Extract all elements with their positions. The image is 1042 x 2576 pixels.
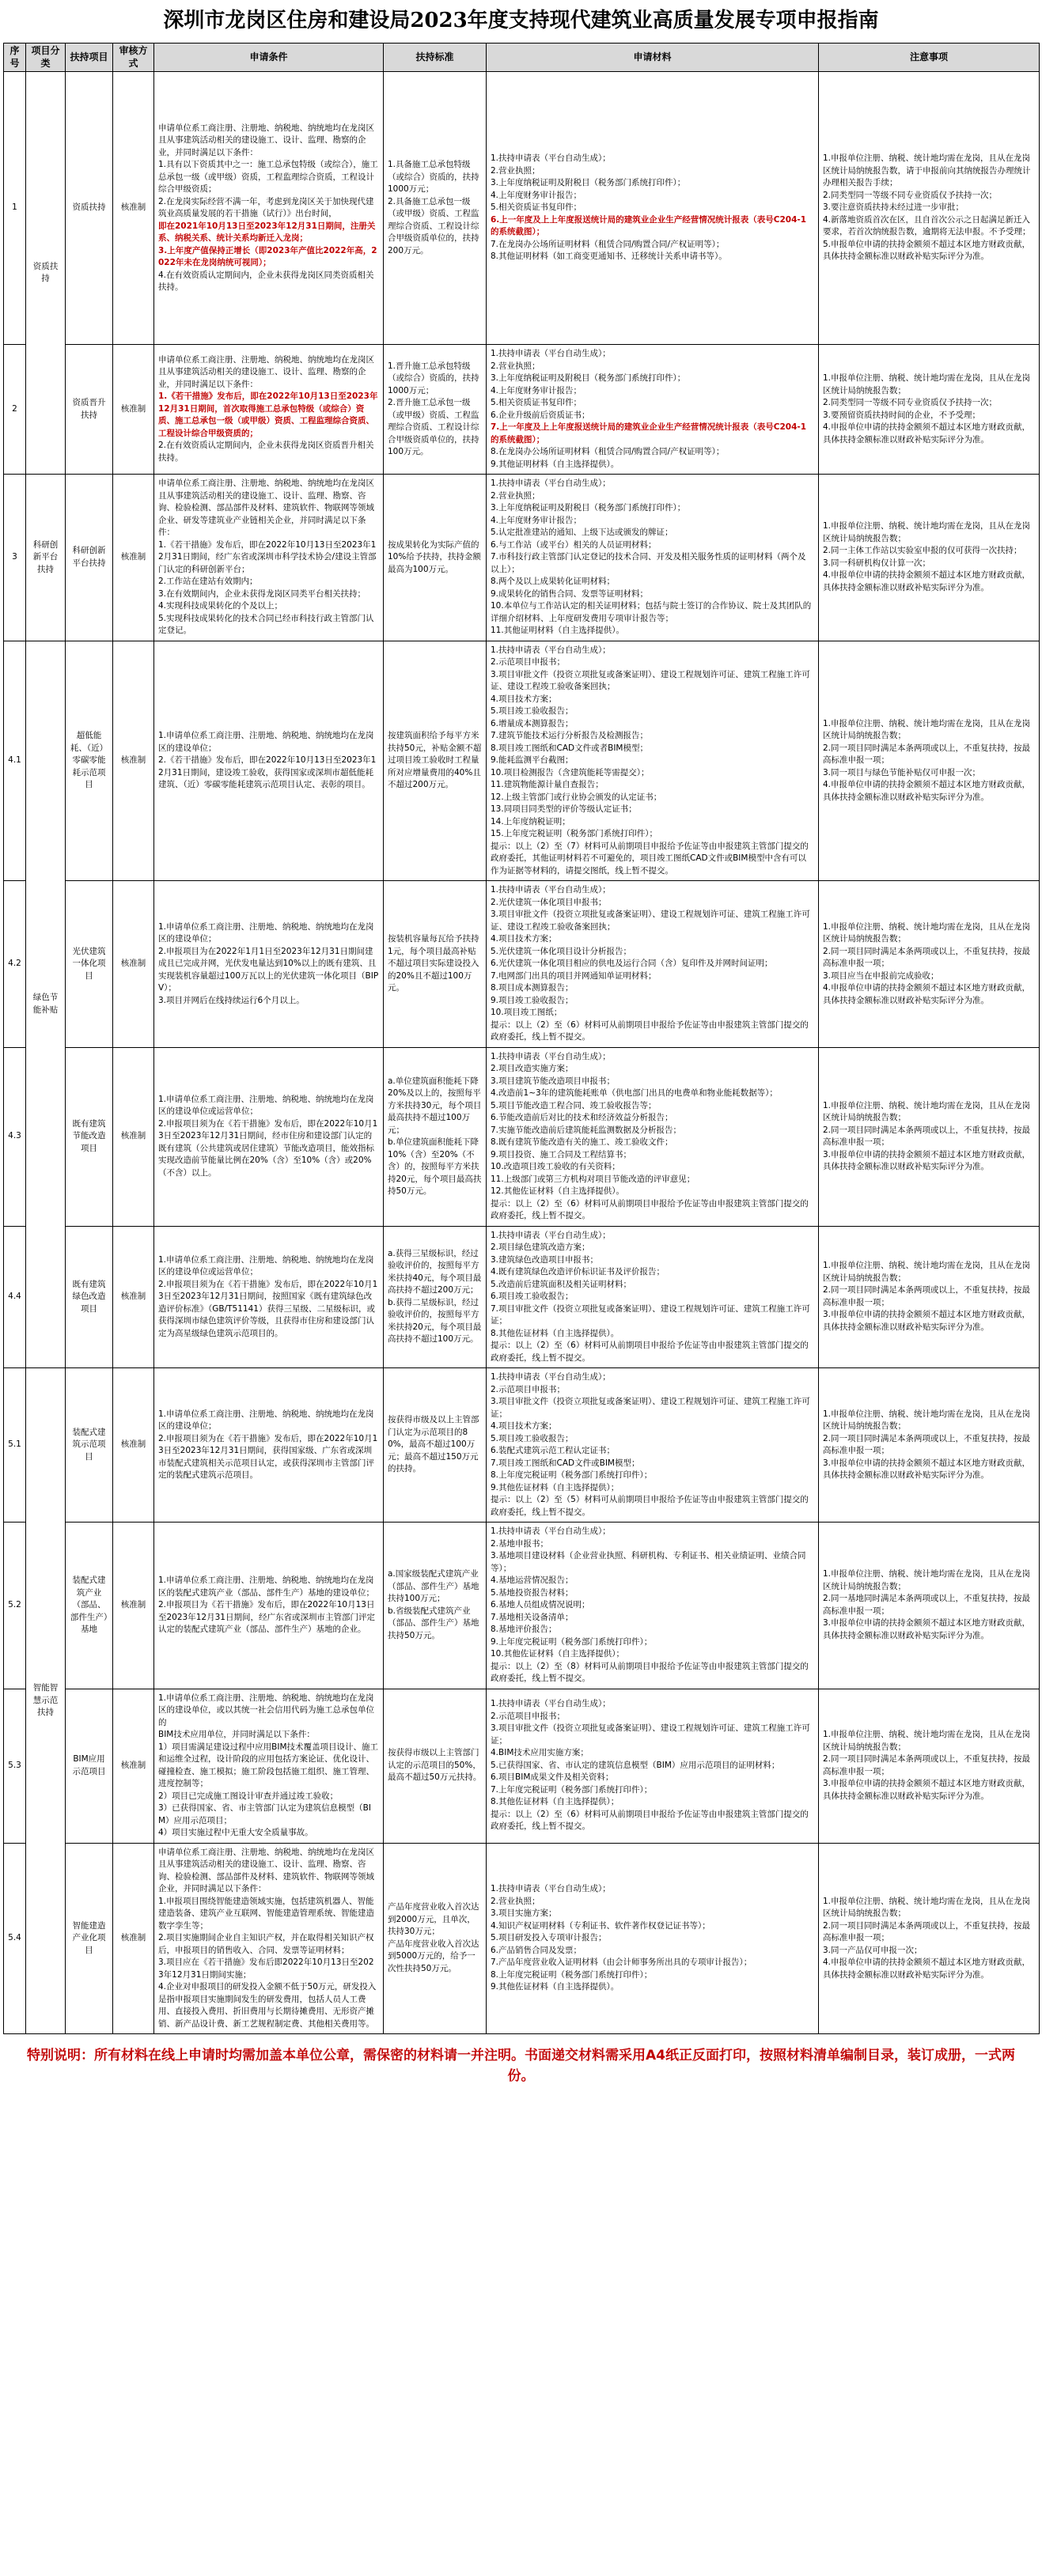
list-item: 3.申报单位申请的扶持金额须不超过本区地方财政贡献，具体扶持金额标准以财政补贴实际评分为准。 xyxy=(823,1618,1031,1640)
review-method: 核准制 xyxy=(113,881,154,1048)
guide-table xyxy=(3,43,1040,2034)
list-item: 4.企业对申报项目的研发投入金额不低于50万元，研发投入是指申报项目实施期间发生的研发费用，包括人员人工费用、直接投入费用、折旧费用与长期待摊费用、无形资产摊销、新产品设计费、新工艺规程制定费、其他相关费用等。 xyxy=(158,1982,377,2029)
materials-cell xyxy=(487,1843,819,2034)
list-item: 4.新落地资质首次在区，且自首次公示之日起满足新迁入要求，若首次纳统报告数，逾期将无法申报。不予受理； xyxy=(823,214,1031,237)
row-number: 4.3 xyxy=(4,1047,26,1226)
list-item: 3.要预留资质扶持时间的企业，不予受理； xyxy=(823,410,981,420)
list-item: 申请单位系工商注册、注册地、纳税地、纳统地均在龙岗区且从事建筑活动相关的建设施工、设计、监理、勘察的企业，并同时满足以下条件： xyxy=(158,123,374,157)
list-item: 2.同一项目同时满足本条两项或以上，不重复扶持，按最高标准申报一项； xyxy=(823,743,1031,765)
list-item: 2.申报项目须为在《若干措施》发布后，即在2022年10月13日至2023年12月31日期间，获得国家级、广东省或深圳市装配式建筑相关示范项目认定，或获得深圳市主管部门评定的装配式建筑示范项目。 xyxy=(158,1433,378,1480)
list-item: 5.项目竣工验收报告； xyxy=(491,706,574,716)
conditions-cell xyxy=(154,1689,384,1843)
list-item: 1.申请单位系工商注册、注册地、纳税地、纳统地均在龙岗区的建设单位或运营单位； xyxy=(158,1254,374,1277)
list-item: 3.同一科研机构仅计算一次； xyxy=(823,558,931,568)
list-item: 1.《若干措施》发布后，即在2022年10月13日至2023年12月31日期间，经广东省或深圳市科学技术协会/建设主管部门认定的科研创新平台； xyxy=(158,539,377,574)
list-item: 10.项目检测报告（含建筑能耗等需提交）； xyxy=(491,767,650,777)
list-item: 11.其他证明材料（自主选择提供）。 xyxy=(491,626,624,635)
conditions-cell xyxy=(154,1843,384,2034)
list-item: 8.在龙岗办公场所证明材料（租赁合同/购置合同/产权证明等）； xyxy=(491,447,725,456)
list-item: 3.上年度纳税证明及附税目（税务部门系统打印件）； xyxy=(491,503,686,513)
list-item: 7.市科技行政主管部门认定登记的技术合同、开发及相关服务性质的证明材料（两个及以上）； xyxy=(491,552,806,574)
list-item: 3.项目实施方案； xyxy=(491,1908,557,1918)
list-item: 2.同类型同一等级不同专业资质仅予扶持一次； xyxy=(823,398,998,407)
row-number: 5.2 xyxy=(4,1523,26,1689)
list-item: 提示：以上（2）至（7）材料可从前期项目申报给予佐证等由申报建筑主管部门提交的政府委托，其他证明材料若不可避免的，项目竣工图纸CAD文件或BIM模型中含有可以作为证据等材料的，请提交图纸，线上暂不提交。 xyxy=(491,841,809,876)
list-item: 5.已获得国家、省、市认定的建筑信息模型（BIM）应用示范项目的证明材料； xyxy=(491,1760,780,1770)
list-item: 2.基地申报书； xyxy=(491,1538,549,1549)
list-item: 7.项目审批文件（投资立项批复或备案证明）、建设工程规划许可证、建筑工程施工许可证； xyxy=(491,1303,810,1326)
list-item: 1.申报单位注册、纳税、统计地均需在龙岗，且从在龙岗区统计局纳统报告数； xyxy=(823,921,1031,944)
standard-cell: a.国家级装配式建筑产业（部品、部件生产）基地扶持100万元； b.省级装配式建筑产业（部品、部件生产）基地扶持50万元。 xyxy=(384,1523,487,1689)
list-item: 即在2021年10月13日至2023年12月31日期间，注册关系、纳税关系、统计关系均新迁入龙岗； xyxy=(158,221,376,243)
list-item: 6.装配式建筑示范工程认定证书； xyxy=(491,1446,616,1455)
conditions-cell xyxy=(154,72,384,345)
list-item: 2.同类型同一等级不同专业资质仅予扶持一次； xyxy=(823,190,998,200)
list-item: 申请单位系工商注册、注册地、纳税地、纳统地均在龙岗区且从事建筑活动相关的建设施工、设计、监理、勘察的企业，并同时满足以下条件： xyxy=(158,354,374,389)
notes-cell xyxy=(819,1523,1040,1689)
list-item: BIM技术应用单位，并同时满足以下条件： xyxy=(158,1730,315,1739)
standard-cell: 按装机容量每瓦给予扶持1元，每个项目最高补贴不超过项目实际建设投入的20%且不超过100万元。 xyxy=(384,881,487,1048)
list-item: 8.其他佐证材料（自主选择提供）。 xyxy=(491,1328,620,1338)
list-item: 9.能耗监测平台截图； xyxy=(491,755,574,765)
list-item: 1.扶持申请表（平台自动生成）； xyxy=(491,1051,611,1061)
list-item: 2.同一项目同时满足本条两项或以上，不重复扶持，按最高标准申报一项； xyxy=(823,946,1031,968)
list-item: 6.产品销售合同及发票； xyxy=(491,1945,582,1955)
conditions-cell xyxy=(154,475,384,641)
list-item: 4.既有建筑绿色改造评价标识证书及评价报告； xyxy=(491,1267,665,1277)
support-item: 装配式建筑示范项目 xyxy=(66,1368,113,1523)
list-item: 提示：以上（2）至（6）材料可从前期项目申报给予佐证等由申报建筑主管部门提交的政府委托，线上暂不提交。 xyxy=(491,1198,809,1220)
list-item: 4.申报单位申请的扶持金额须不超过本区地方财政贡献，具体扶持金额标准以财政补贴实际评分为准。 xyxy=(823,422,1031,444)
header-notes: 注意事项 xyxy=(819,44,1040,72)
standard-cell: a.单位建筑面积能耗下降20%及以上的，按照每平方米扶持30元，每个项目最高扶持不超过100万元； b.单位建筑面积能耗下降10%（含）至20%（不含）的，按照每平方米扶持20元，每个项目最高扶持50万元。 xyxy=(384,1047,487,1226)
list-item: 1.申报单位注册、纳税、统计地均需在龙岗，且从在龙岗区统计局纳统报告数； xyxy=(823,521,1031,543)
list-item: 1.申请单位系工商注册、注册地、纳税地、纳统地均在龙岗区的建设单位； xyxy=(158,921,374,944)
list-item: 3.同一产品仅可申报一次； xyxy=(823,1945,923,1955)
list-item: 4.上年度财务审计报告； xyxy=(491,190,582,200)
list-item: 9.上年度完税证明（税务部门系统打印件）； xyxy=(491,1636,653,1647)
materials-cell xyxy=(487,1689,819,1843)
list-item: 5.认定批准建站的通知、上级下达或颁发的牌证； xyxy=(491,528,673,537)
list-item: 3.上年度产值保持正增长（即2023年产值比2022年高，2022年未在龙岗纳统可视同）； xyxy=(158,245,377,267)
row-number: 4.2 xyxy=(4,881,26,1048)
list-item: 5.项目研发投入专项审计报告； xyxy=(491,1933,607,1942)
materials-cell xyxy=(487,1523,819,1689)
list-item: 1.申请单位系工商注册、注册地、纳税地、纳统地均在龙岗区的建设单位，或以其统一社会信用代码为施工总承包单位的 xyxy=(158,1693,374,1727)
list-item: 11.上级部门或第三方机构对项目节能改造的评审意见； xyxy=(491,1174,695,1184)
list-item: 15.上年度完税证明（税务部门系统打印件）； xyxy=(491,829,657,838)
support-item: 装配式建筑产业（部品、部件生产）基地 xyxy=(66,1523,113,1689)
list-item: 1.申报单位注册、纳税、统计地均需在龙岗，且从在龙岗区统计局纳统报告数； xyxy=(823,1569,1031,1591)
standard-cell: 按成果转化为实际产值的10%给予扶持，扶持金额最高为100万元。 xyxy=(384,475,487,641)
list-item: 6.上一年度及上上年度报送统计局的建筑业企业生产经营情况统计报表（表号C204-1的系统截图）； xyxy=(491,214,807,237)
list-item: 8.其他佐证材料（自主选择提供）； xyxy=(491,1797,620,1807)
list-item: 8.上年度完税证明（税务部门系统打印件）； xyxy=(491,1470,653,1480)
row-number: 4.4 xyxy=(4,1226,26,1368)
list-item: 6.项目BIM成果文件及相关资料； xyxy=(491,1772,614,1783)
support-item: 光伏建筑一体化项目 xyxy=(66,881,113,1048)
list-item: 1.申报项目围绕智能建造领域实施，包括建筑机器人、智能建造装备、建筑产业互联网、智能建造管理系统、智能建造数字孪生等； xyxy=(158,1896,374,1931)
list-item: 4.实现科技成果转化的个及以上； xyxy=(158,601,283,611)
materials-cell xyxy=(487,881,819,1048)
list-item: 7.项目竣工图纸和CAD文件或BIM模型； xyxy=(491,1458,640,1468)
list-item: 9.其他佐证材料（自主选择提供）； xyxy=(491,1482,620,1492)
list-item: 9.项目竣工验收报告； xyxy=(491,995,574,1005)
list-item: 2）项目已完成施工图设计审查并通过竣工验收； xyxy=(158,1791,339,1801)
list-item: 4）项目实施过程中无重大安全质量事故。 xyxy=(158,1828,313,1837)
list-item: 9.其他佐证材料（自主选择提供）。 xyxy=(491,1982,620,1992)
table-row xyxy=(4,1843,1040,2034)
materials-cell xyxy=(487,475,819,641)
list-item: 4.申报单位申请的扶持金额须不超过本区地方财政贡献，具体扶持金额标准以财政补贴实际评分为准。 xyxy=(823,780,1031,802)
row-number: 5.4 xyxy=(4,1843,26,2034)
list-item: 3.申报单位申请的扶持金额须不超过本区地方财政贡献，具体扶持金额标准以财政补贴实际评分为准。 xyxy=(823,1310,1031,1332)
list-item: 8.两个及以上成果转化证明材料； xyxy=(491,577,616,586)
list-item: 6.节能改造前后对比的技术和经济效益分析报告； xyxy=(491,1113,673,1122)
list-item: 1.扶持申请表（平台自动生成）； xyxy=(491,1884,611,1893)
list-item: 8.既有建筑节能改造有关的施工、竣工验收文件； xyxy=(491,1137,673,1147)
list-item: 6.光伏建筑一体化项目相应的供电及运行合同（含）复印件及并网时间证明； xyxy=(491,959,773,968)
list-item: 11.建筑物能源计量自查报告； xyxy=(491,780,604,789)
list-item: 1.扶持申请表（平台自动生成）； xyxy=(491,1230,611,1240)
project-category: 资质扶持 xyxy=(26,72,66,475)
conditions-cell xyxy=(154,641,384,881)
list-item: 6.基地人员组成情况说明； xyxy=(491,1600,590,1610)
list-item: 2.营业执照； xyxy=(491,361,540,371)
list-item: 2.营业执照； xyxy=(491,490,540,501)
list-item: 5.实现科技成果转化的技术合同已经市科技行政主管部门认定登记。 xyxy=(158,613,374,635)
list-item: 13.同项目同类型的评价等级认定证书； xyxy=(491,804,637,814)
list-item: 2.项目绿色建筑改造方案； xyxy=(491,1243,590,1252)
list-item: 7.基地相关设备清单； xyxy=(491,1612,574,1622)
list-item: 3.同一项目与绿色节能补贴仅可申报一次； xyxy=(823,767,981,777)
list-item: 4.申报单位申请的扶持金额须不超过本区地方财政贡献，具体扶持金额标准以财政补贴实际评分为准。 xyxy=(823,570,1031,592)
list-item: 2.工作站在建站有效期内； xyxy=(158,577,258,586)
list-item: 7.上年度完税证明（税务部门系统打印件）； xyxy=(491,1784,653,1795)
list-item: 2.申报项目须为在《若干措施》发布后，即在2022年10月13日至2023年12月31日期间，按照国家《既有建筑绿色改造评价标准》（GB/T51141）获得三星级、二星级标识，或获得深圳市绿色建筑评价等级，且获得市住房和建设部门认定为高星级绿色建筑示范项目的。 xyxy=(158,1279,378,1338)
list-item: 2.在有效资质认定期间内，企业未获得龙岗区资质晋升相关扶持。 xyxy=(158,441,374,463)
list-item: 2.《若干措施》发布后，即在2022年10月13日至2023年12月31日期间，建设竣工验收，获得国家或深圳市超低能耗建筑、（近）零碳零能耗建筑示范项目认定、表彰的项目。 xyxy=(158,755,377,789)
list-item: 5.光伏建筑一体化项目设计分析报告； xyxy=(491,946,632,956)
support-item: 既有建筑节能改造项目 xyxy=(66,1047,113,1226)
notes-cell xyxy=(819,475,1040,641)
list-item: 2.同一主体工作站以实验室申报的仅可获得一次扶持； xyxy=(823,546,1022,556)
list-item: 8.基地评价报告； xyxy=(491,1625,557,1634)
list-item: 4.申报单位申请的扶持金额须不超过本区地方财政贡献，具体扶持金额标准以财政补贴实际评分为准。 xyxy=(823,983,1031,1005)
list-item: 6.项目竣工验收报告； xyxy=(491,1292,574,1301)
list-item: 7.产品年度营业收入证明材料（由会计师事务所出具的专项审计报告）； xyxy=(491,1958,752,1967)
notes-cell xyxy=(819,345,1040,475)
list-item: 2.示范项目申报书； xyxy=(491,1711,566,1721)
list-item: 9.成果转化的销售合同、发票等证明材料； xyxy=(491,588,649,599)
list-item: 4.基地运营情况报告； xyxy=(491,1575,574,1585)
list-item: 4.项目技术方案； xyxy=(491,1421,557,1431)
list-item: 1.扶持申请表（平台自动生成）； xyxy=(491,479,611,488)
materials-cell xyxy=(487,72,819,345)
table-row xyxy=(4,881,1040,1048)
list-item: 5.项目竣工验收报告； xyxy=(491,1433,574,1443)
list-item: 4.BIM技术应用实施方案； xyxy=(491,1748,589,1758)
list-item: 3.建筑绿色改造项目申报书； xyxy=(491,1254,599,1265)
notes-cell xyxy=(819,1047,1040,1226)
review-method: 核准制 xyxy=(113,1047,154,1226)
list-item: 3.项目应在《若干措施》发布后即2022年10月13日至2023年12月31日期间实施； xyxy=(158,1958,374,1980)
row-number: 1 xyxy=(4,72,26,345)
list-item: 2.在龙岗实际经营不满一年，考虑到龙岗区关于加快现代建筑业高质量发展的若干措施（试行）》出台时间， xyxy=(158,196,374,218)
standard-cell: 按获得市级以上主管部门认定的示范项目的50%，最高不超过50万元扶持。 xyxy=(384,1689,487,1843)
conditions-cell xyxy=(154,1368,384,1523)
project-category: 绿色节能补贴 xyxy=(26,641,66,1368)
support-item: 科研创新平台扶持 xyxy=(66,475,113,641)
list-item: 3.项目审批文件（投资立项批复或备案证明）、建设工程规划许可证、建筑工程施工许可证、建设工程竣工验收备案回执； xyxy=(491,910,810,932)
list-item: 3.要注意资质扶持未经过进一步审批； xyxy=(823,202,964,213)
list-item: 1.申报单位注册、纳税、统计地均需在龙岗，且从在龙岗区统计局纳统报告数； xyxy=(823,718,1031,740)
list-item: 7.上一年度及上上年度报送统计局的建筑业企业生产经营情况统计报表（表号C204-1的系统截图）； xyxy=(491,422,807,444)
review-method: 核准制 xyxy=(113,72,154,345)
list-item: 1.申报单位注册、纳税、统计地均需在龙岗，且从在龙岗区统计局纳统报告数； xyxy=(823,1100,1031,1122)
list-item: 8.其他证明材料（如工商变更通知书、迁移统计关系申请书等）。 xyxy=(491,252,727,262)
list-item: 9.项目投资、施工合同及工程结算书； xyxy=(491,1149,632,1159)
row-number: 3 xyxy=(4,475,26,641)
list-item: 4.上年度财务审计报告； xyxy=(491,515,582,525)
support-item: 资质扶持 xyxy=(66,72,113,345)
review-method: 核准制 xyxy=(113,1843,154,2034)
list-item: 1.申报单位注册、纳税、统计地均需在龙岗，且从在龙岗区统计局纳统报告数； xyxy=(823,1261,1031,1283)
list-item: 2.同一基地同时满足本条两项或以上，不重复扶持，按最高标准申报一项； xyxy=(823,1594,1031,1616)
special-note: 特别说明：所有材料在线上申请时均需加盖本单位公章，需保密的材料请一并注明。书面递交材料需采用A4纸正反面打印，按照材料清单编制目录，装订成册，一式两份。 xyxy=(27,2048,1015,2084)
header-category: 项目分类 xyxy=(26,44,66,72)
conditions-cell xyxy=(154,1226,384,1368)
list-item: 2.光伏建筑一体化项目申报书； xyxy=(491,897,607,907)
list-item: 2.申报项目须为在《若干措施》发布后，即在2022年10月13日至2023年12月31日期间，经市住房和建设部门认定的既有建筑（公共建筑或居住建筑）节能改造项目，能效指标实现改造前节能量比例在20%（含）至10%（含）或20%（不含）以上。 xyxy=(158,1118,378,1178)
list-item: 8.项目竣工图纸和CAD文件或者BIM模型； xyxy=(491,743,648,753)
list-item: 7.电网部门出具的项目并网通知单证明材料； xyxy=(491,970,657,981)
list-item: 5.申报单位申请的扶持金额须不超过本区地方财政贡献，具体扶持金额标准以财政补贴实际评分为准。 xyxy=(823,239,1031,262)
support-item: BIM应用示范项目 xyxy=(66,1689,113,1843)
list-item: 5.相关资质证书复印件； xyxy=(491,202,582,213)
list-item: 申请单位系工商注册、注册地、纳税地、纳统地均在龙岗区且从事建筑活动相关的建设施工、设计、监理、勘察、咨询、检验检测、部品部件及材料、建筑软件、物联网等领域企业、研发等建筑业产业链相关企业，并同时满足以下条件： xyxy=(158,479,374,537)
standard-cell: 1.具备施工总承包特级（或综合）资质的，扶持1000万元； 2.具备施工总承包一级（或甲级）资质、工程监理综合资质、工程设计综合甲级资质单位的，扶持200万元。 xyxy=(384,72,487,345)
row-number: 5.3 xyxy=(4,1689,26,1843)
list-item: 1.申请单位系工商注册、注册地、纳税地、纳统地均在龙岗区的建设单位； xyxy=(158,731,374,753)
list-item: 1.申请单位系工商注册、注册地、纳税地、纳统地均在龙岗区的建设单位； xyxy=(158,1409,374,1431)
header-review: 审核方式 xyxy=(113,44,154,72)
list-item: 1.扶持申请表（平台自动生成）； xyxy=(491,1699,611,1709)
list-item: 12.上级主管部门或行业协会颁发的认定证书； xyxy=(491,792,662,802)
list-item: 1.申报单位注册、纳税、统计地均需在龙岗，且从在龙岗区统计局纳统报告数； xyxy=(823,1896,1031,1918)
table-row xyxy=(4,1368,1040,1523)
list-item: 8.项目成本测算报告； xyxy=(491,983,574,993)
conditions-cell xyxy=(154,345,384,475)
page-title: 深圳市龙岗区住房和建设局2023年度支持现代建筑业高质量发展专项申报指南 xyxy=(163,9,879,32)
row-number: 4.1 xyxy=(4,641,26,881)
standard-cell: 按获得市级及以上主管部门认定为示范项目的80%，最高不超过100万元；最高不超过150万元的扶持。 xyxy=(384,1368,487,1523)
list-item: 2.营业执照； xyxy=(491,165,540,176)
materials-cell xyxy=(487,1226,819,1368)
list-item: 1.扶持申请表（平台自动生成）； xyxy=(491,645,611,655)
table-row xyxy=(4,1226,1040,1368)
review-method: 核准制 xyxy=(113,641,154,881)
list-item: 1）项目需满足建设过程中应用BIM技术覆盖项目设计、施工和运维全过程，设计阶段的应用包括方案论证、优化设计、碰撞检查、施工模拟；施工阶段包括施工组织、施工管理、进度控制等； xyxy=(158,1742,379,1788)
list-item: 提示：以上（2）至（6）材料可从前期项目申报给予佐证等由申报建筑主管部门提交的政府委托，线上暂不提交。 xyxy=(491,1809,809,1832)
list-item: 2.申报项目为《若干措施》发布后，即在2022年10月13日至2023年12月31日期间，经广东省或深圳市主管部门评定认定的装配式建筑产业（部品、部件生产）基地的企业。 xyxy=(158,1600,375,1634)
standard-cell: 1.晋升施工总承包特级（或综合）资质的，扶持1000万元； 2.晋升施工总承包一级（或甲级）资质、工程监理综合资质、工程设计综合甲级资质单位的，扶持100万元。 xyxy=(384,345,487,475)
table-row xyxy=(4,345,1040,475)
list-item: 3.项目审批文件（投资立项批复或备案证明）、建设工程规划许可证、建筑工程施工许可证、建设工程竣工验收备案回执； xyxy=(491,669,810,691)
list-item: 1.申报单位注册、纳税、统计地均需在龙岗，且从在龙岗区统计局纳统报告数； xyxy=(823,1409,1031,1431)
list-item: 4.项目技术方案； xyxy=(491,934,557,944)
list-item: 10.本单位与工作站认定的相关证明材料；包括与院士签订的合作协议、院士及其团队的详细介绍材料、上年度研发费用专项审计报告等； xyxy=(491,601,812,623)
list-item: 3.申报单位申请的扶持金额须不超过本区地方财政贡献，具体扶持金额标准以财政补贴实际评分为准。 xyxy=(823,1779,1031,1801)
list-item: 12.其他佐证材料（自主选择提供）。 xyxy=(491,1186,624,1196)
notes-cell xyxy=(819,881,1040,1048)
review-method: 核准制 xyxy=(113,345,154,475)
list-item: 1.扶持申请表（平台自动生成）； xyxy=(491,349,611,358)
list-item: 1.扶持申请表（平台自动生成）； xyxy=(491,885,611,895)
list-item: 4.项目技术方案； xyxy=(491,694,557,704)
list-item: 1.申报单位注册、纳税、统计地均需在龙岗，且从在龙岗区统计局纳统报告数； xyxy=(823,1730,1031,1752)
notes-cell xyxy=(819,641,1040,881)
list-item: 3.申报单位申请的扶持金额须不超过本区地方财政贡献，具体扶持金额标准以财政补贴实际评分为准。 xyxy=(823,1149,1031,1171)
project-category: 科研创新平台扶持 xyxy=(26,475,66,641)
list-item: 申请单位系工商注册、注册地、纳税地、纳统地均在龙岗区且从事建筑活动相关的建设施工、设计、监理、勘察、咨询、检验检测、部品部件及材料、建筑软件、物联网等领域企业，并同时满足以下条件： xyxy=(158,1847,374,1893)
list-item: 3.上年度纳税证明及附税目（税务部门系统打印件）； xyxy=(491,178,686,188)
materials-cell xyxy=(487,1368,819,1523)
list-item: 6.增量成本测算报告； xyxy=(491,718,574,728)
list-item: 3.项目并网后在线持续运行6个月以上。 xyxy=(158,995,305,1005)
review-method: 核准制 xyxy=(113,475,154,641)
list-item: 4.改造前1~3年的建筑能耗账单（供电部门出具的电费单和物业能耗数据等）； xyxy=(491,1088,778,1098)
list-item: 7.实施节能改造前后建筑能耗监测数据及分析报告； xyxy=(491,1125,682,1135)
list-item: 10.其他佐证材料（自主选择提供）； xyxy=(491,1649,624,1659)
list-item: 7.在龙岗办公场所证明材料（租赁合同/购置合同/产权证明等）； xyxy=(491,239,725,249)
conditions-cell xyxy=(154,881,384,1048)
list-item: 提示：以上（2）至（8）材料可从前期项目申报给予佐证等由申报建筑主管部门提交的政府委托，线上暂不提交。 xyxy=(491,1661,809,1683)
notes-cell xyxy=(819,1226,1040,1368)
list-item: 4.在有效资质认定期间内，企业未获得龙岗区同类资质相关扶持。 xyxy=(158,270,374,292)
support-item: 超低能耗、（近）零碳零能耗示范项目 xyxy=(66,641,113,881)
standard-cell: 按建筑面积给予每平方米扶持50元，补贴金额不超过项目竣工验收时工程量所对应增量费用的40%且不超过200万元。 xyxy=(384,641,487,881)
list-item: 7.建筑节能技术运行分析报告及检测报告； xyxy=(491,731,649,740)
materials-cell xyxy=(487,641,819,881)
list-item: 2.同一项目同时满足本条两项或以上，不重复扶持，按最高标准申报一项； xyxy=(823,1433,1031,1455)
list-item: 4.上年度财务审计报告； xyxy=(491,385,582,395)
project-category: 智能智慧示范扶持 xyxy=(26,1368,66,2034)
list-item: 8.上年度完税证明（税务部门系统打印件）； xyxy=(491,1969,653,1980)
table-row xyxy=(4,475,1040,641)
list-item: 5.基地投资报告材料； xyxy=(491,1587,574,1598)
support-item: 资质晋升扶持 xyxy=(66,345,113,475)
table-row xyxy=(4,72,1040,345)
review-method: 核准制 xyxy=(113,1689,154,1843)
list-item: 提示：以上（2）至（6）材料可从前期项目申报给予佐证等由申报建筑主管部门提交的政府委托，线上暂不提交。 xyxy=(491,1341,809,1363)
review-method: 核准制 xyxy=(113,1523,154,1689)
notes-cell xyxy=(819,1689,1040,1843)
list-item: 1.具有以下资质其中之一：施工总承包特级（或综合），施工总承包一级（或甲级）资质，工程监理综合资质，工程设计综合甲级资质； xyxy=(158,160,378,194)
review-method: 核准制 xyxy=(113,1368,154,1523)
list-item: 5.相关资质证书复印件； xyxy=(491,398,582,407)
list-item: 10.改造项目竣工验收的有关资料； xyxy=(491,1162,620,1171)
table-row xyxy=(4,1689,1040,1843)
standard-cell: a.获得三星级标识，经过验收评价的，按照每平方米扶持40元，每个项目最高扶持不超过200万元； b.获得二星级标识，经过验收评价的，按照每平方米扶持20元，每个项目最高扶持不超过100万元。 xyxy=(384,1226,487,1368)
list-item: 5.改造前后建筑面积及相关证明材料； xyxy=(491,1279,632,1289)
materials-cell xyxy=(487,345,819,475)
list-item: 1.《若干措施》发布后，即在2022年10月13日至2023年12月31日期间，首次取得施工总承包特级（或综合）资质、施工总承包一级（或甲级）资质、工程监理综合资质、工程设计综合甲级资质的； xyxy=(158,392,378,438)
list-item: 3.项目建筑节能改造项目申报书； xyxy=(491,1076,616,1086)
list-item: 2.项目实施期间企业自主知识产权，并在取得相关知识产权后，申报项目的销售收入、合同、发票等证明材料； xyxy=(158,1933,374,1955)
row-number: 5.1 xyxy=(4,1368,26,1523)
support-item: 智能建造产业化项目 xyxy=(66,1843,113,2034)
table-row xyxy=(4,641,1040,881)
list-item: 提示：以上（2）至（5）材料可从前期项目申报给予佐证等由申报建筑主管部门提交的政府委托，线上暂不提交。 xyxy=(491,1495,809,1517)
list-item: 5.项目节能改造工程合同、竣工验收报告等； xyxy=(491,1100,657,1110)
list-item: 6.企业升级前后资质证书； xyxy=(491,410,590,420)
list-item: 2.同一项目同时满足本条两项或以上，不重复扶持，按最高标准申报一项； xyxy=(823,1754,1031,1776)
list-item: 提示：以上（2）至（6）材料可从前期项目申报给予佐证等由申报建筑主管部门提交的政府委托，线上暂不提交。 xyxy=(491,1019,809,1042)
list-item: 3.申报单位申请的扶持金额须不超过本区地方财政贡献，具体扶持金额标准以财政补贴实际评分为准。 xyxy=(823,1458,1031,1480)
list-item: 2.同一项目同时满足本条两项或以上，不重复扶持，按最高标准申报一项； xyxy=(823,1125,1031,1147)
conditions-cell xyxy=(154,1047,384,1226)
list-item: 3.项目应当在申报前完成验收； xyxy=(823,970,939,981)
row-number: 2 xyxy=(4,345,26,475)
list-item: 1.申报单位注册、纳税、统计地均需在龙岗，且从在龙岗区统计局纳统报告数，请于申报前向其纳统报告办理统计办理相关报告手续； xyxy=(823,153,1031,188)
header-item: 扶持项目 xyxy=(66,44,113,72)
list-item: 2.同一项目同时满足本条两项或以上，不重复扶持，按最高标准申报一项； xyxy=(823,1285,1031,1307)
list-item: 2.示范项目申报书； xyxy=(491,1384,566,1394)
header-standard: 扶持标准 xyxy=(384,44,487,72)
list-item: 9.其他证明材料（自主选择提供）。 xyxy=(491,459,620,469)
list-item: 1.扶持申请表（平台自动生成）； xyxy=(491,153,611,164)
list-item: 3）已获得国家、省、市主管部门认定为建筑信息模型（BIM）应用示范项目； xyxy=(158,1803,371,1825)
list-item: 1.申请单位系工商注册、注册地、纳税地、纳统地均在龙岗区的装配式建筑产业（部品、部件生产）基地的建设单位； xyxy=(158,1575,374,1598)
list-item: 3.上年度纳税证明及附税目（税务部门系统打印件）； xyxy=(491,373,686,383)
table-header-row xyxy=(4,44,1040,72)
list-item: 2.申报项目为在2022年1月1日至2023年12月31日期间建成且已完成并网，光伏发电量达到10%以上的既有建筑、且实现装机容量超过100万瓦以上的光伏建筑一体化项目（BIPV）； xyxy=(158,946,379,993)
list-item: 3.基地项目建设材料（企业营业执照、科研机构、专利证书、相关业绩证明、业绩合同等）； xyxy=(491,1551,806,1573)
notes-cell xyxy=(819,1843,1040,2034)
list-item: 1.扶持申请表（平台自动生成）； xyxy=(491,1526,611,1536)
list-item: 4.知识产权证明材料（专利证书、软件著作权登记证书等）； xyxy=(491,1920,710,1931)
conditions-cell xyxy=(154,1523,384,1689)
list-item: 1.扶持申请表（平台自动生成）； xyxy=(491,1372,611,1382)
header-conditions: 申请条件 xyxy=(154,44,384,72)
list-item: 14.上年度纳税证明； xyxy=(491,816,570,827)
list-item: 3.在有效期间内，企业未获得龙岗区同类平台相关扶持； xyxy=(158,588,366,599)
header-materials: 申请材料 xyxy=(487,44,819,72)
notes-cell xyxy=(819,72,1040,345)
list-item: 2.项目改造实施方案； xyxy=(491,1064,574,1073)
list-item: 10.项目竣工图纸； xyxy=(491,1008,563,1017)
table-row xyxy=(4,1523,1040,1689)
list-item: 1.申报单位注册、纳税、统计地均需在龙岗，且从在龙岗区统计局纳统报告数； xyxy=(823,373,1031,395)
header-no: 序号 xyxy=(4,44,26,72)
materials-cell xyxy=(487,1047,819,1226)
list-item: 3.项目审批文件（投资立项批复或备案证明）、建设工程规划许可证、建筑工程施工许可证； xyxy=(491,1723,810,1746)
review-method: 核准制 xyxy=(113,1226,154,1368)
table-row xyxy=(4,1047,1040,1226)
list-item: 2.同一项目同时满足本条两项或以上，不重复扶持，按最高标准申报一项； xyxy=(823,1920,1031,1942)
list-item: 4.申报单位申请的扶持金额须不超过本区地方财政贡献，具体扶持金额标准以财政补贴实际评分为准。 xyxy=(823,1958,1031,1980)
standard-cell: 产品年度营业收入首次达到2000万元，且单次，扶持30万元； 产品年度营业收入首次达到5000万元的，给予一次性扶持50万元。 xyxy=(384,1843,487,2034)
list-item: 6.与工作站（或平台）相关的人员证明材料； xyxy=(491,539,657,550)
notes-cell xyxy=(819,1368,1040,1523)
support-item: 既有建筑绿色改造项目 xyxy=(66,1226,113,1368)
list-item: 2.营业执照； xyxy=(491,1896,540,1906)
list-item: 3.项目审批文件（投资立项批复或备案证明）、建设工程规划许可证、建筑工程施工许可证； xyxy=(491,1397,810,1419)
list-item: 2.示范项目申报书； xyxy=(491,657,566,667)
list-item: 1.申请单位系工商注册、注册地、纳税地、纳统地均在龙岗区的建设单位或运营单位； xyxy=(158,1094,374,1117)
